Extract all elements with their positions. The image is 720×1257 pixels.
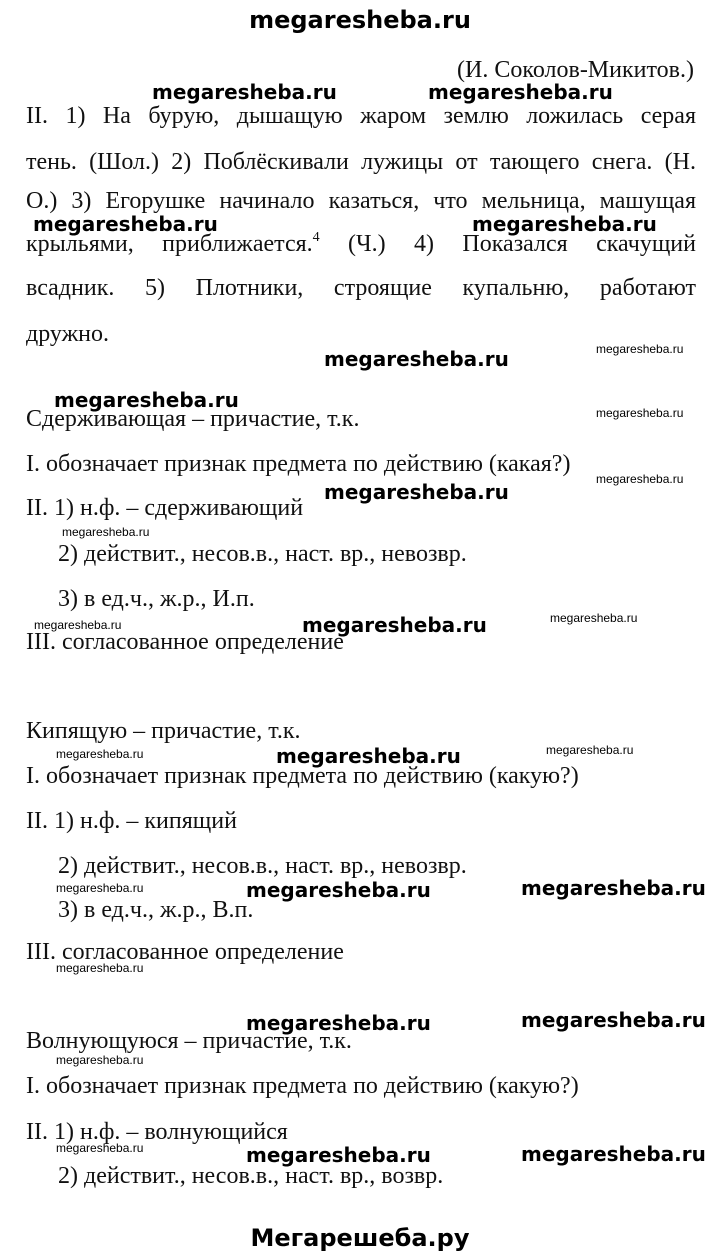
watermark: megaresheba.ru xyxy=(276,744,461,768)
watermark: megaresheba.ru xyxy=(324,480,509,504)
footnote-mark: 4 xyxy=(312,230,320,245)
watermark: megaresheba.ru xyxy=(472,212,657,236)
text-line: II. 1) На бурую, дышащую жаром землю ложилась серая xyxy=(26,103,696,129)
watermark: megaresheba.ru xyxy=(546,743,634,757)
block-line: III. согласованное определение xyxy=(26,939,344,965)
watermark: megaresheba.ru xyxy=(56,881,144,895)
block-line: I. обозначает признак предмета по действию (какая?) xyxy=(26,451,571,477)
watermark: megaresheba.ru xyxy=(550,611,638,625)
watermark: megaresheba.ru xyxy=(246,1011,431,1035)
block-title: Волнующуюся – причастие, т.к. xyxy=(26,1028,352,1054)
text-line: всадник. 5) Плотники, строящие купальню, работают xyxy=(26,275,696,301)
watermark: megaresheba.ru xyxy=(56,1053,144,1067)
text-fragment: крыльями, приближается. xyxy=(26,231,313,257)
watermark: megaresheba.ru xyxy=(428,80,613,104)
text-line: О.) 3) Егорушке начинало казаться, что мельница, машущая xyxy=(26,188,696,214)
block-line: II. 1) н.ф. – кипящий xyxy=(26,808,237,834)
watermark: megaresheba.ru xyxy=(521,876,706,900)
block-line: I. обозначает признак предмета по действию (какую?) xyxy=(26,1073,579,1099)
watermark: megaresheba.ru xyxy=(596,406,684,420)
block-line: II. 1) н.ф. – волнующийся xyxy=(26,1119,288,1145)
block-title: Кипящую – причастие, т.к. xyxy=(26,718,301,744)
watermark: megaresheba.ru xyxy=(152,80,337,104)
text-fragment: (Ч.) 4) Показался скачущий xyxy=(319,231,696,257)
watermark: megaresheba.ru xyxy=(54,388,239,412)
watermark: megaresheba.ru xyxy=(33,212,218,236)
watermark: megaresheba.ru xyxy=(246,1143,431,1167)
block-line: 2) действит., несов.в., наст. вр., невозвр. xyxy=(58,853,467,879)
text-line: тень. (Шол.) 2) Поблёскивали лужицы от тающего снега. (Н. xyxy=(26,149,696,175)
watermark: megaresheba.ru xyxy=(56,747,144,761)
watermark: megaresheba.ru xyxy=(246,878,431,902)
text-line: дружно. xyxy=(26,321,110,347)
block-line: 3) в ед.ч., ж.р., И.п. xyxy=(58,586,255,612)
watermark: megaresheba.ru xyxy=(62,525,150,539)
watermark: megaresheba.ru xyxy=(521,1008,706,1032)
watermark: megaresheba.ru xyxy=(56,961,144,975)
watermark: megaresheba.ru xyxy=(521,1142,706,1166)
site-footer: Мегарешеба.ру xyxy=(250,1224,470,1252)
watermark: megaresheba.ru xyxy=(596,342,684,356)
block-title: Сдерживающая – причастие, т.к. xyxy=(26,406,360,432)
watermark: megaresheba.ru xyxy=(34,618,122,632)
watermark: megaresheba.ru xyxy=(596,472,684,486)
block-line: III. согласованное определение xyxy=(26,629,344,655)
block-line: I. обозначает признак предмета по действию (какую?) xyxy=(26,763,579,789)
block-line: II. 1) н.ф. – сдерживающий xyxy=(26,495,304,521)
block-line: 2) действит., несов.в., наст. вр., невозвр. xyxy=(58,541,467,567)
block-line: 3) в ед.ч., ж.р., В.п. xyxy=(58,897,254,923)
watermark: megaresheba.ru xyxy=(56,1141,144,1155)
attribution: (И. Соколов-Микитов.) xyxy=(457,57,694,83)
site-header: megaresheba.ru xyxy=(249,6,471,34)
watermark: megaresheba.ru xyxy=(302,613,487,637)
watermark: megaresheba.ru xyxy=(324,347,509,371)
block-line: 2) действит., несов.в., наст. вр., возвр. xyxy=(58,1163,444,1189)
